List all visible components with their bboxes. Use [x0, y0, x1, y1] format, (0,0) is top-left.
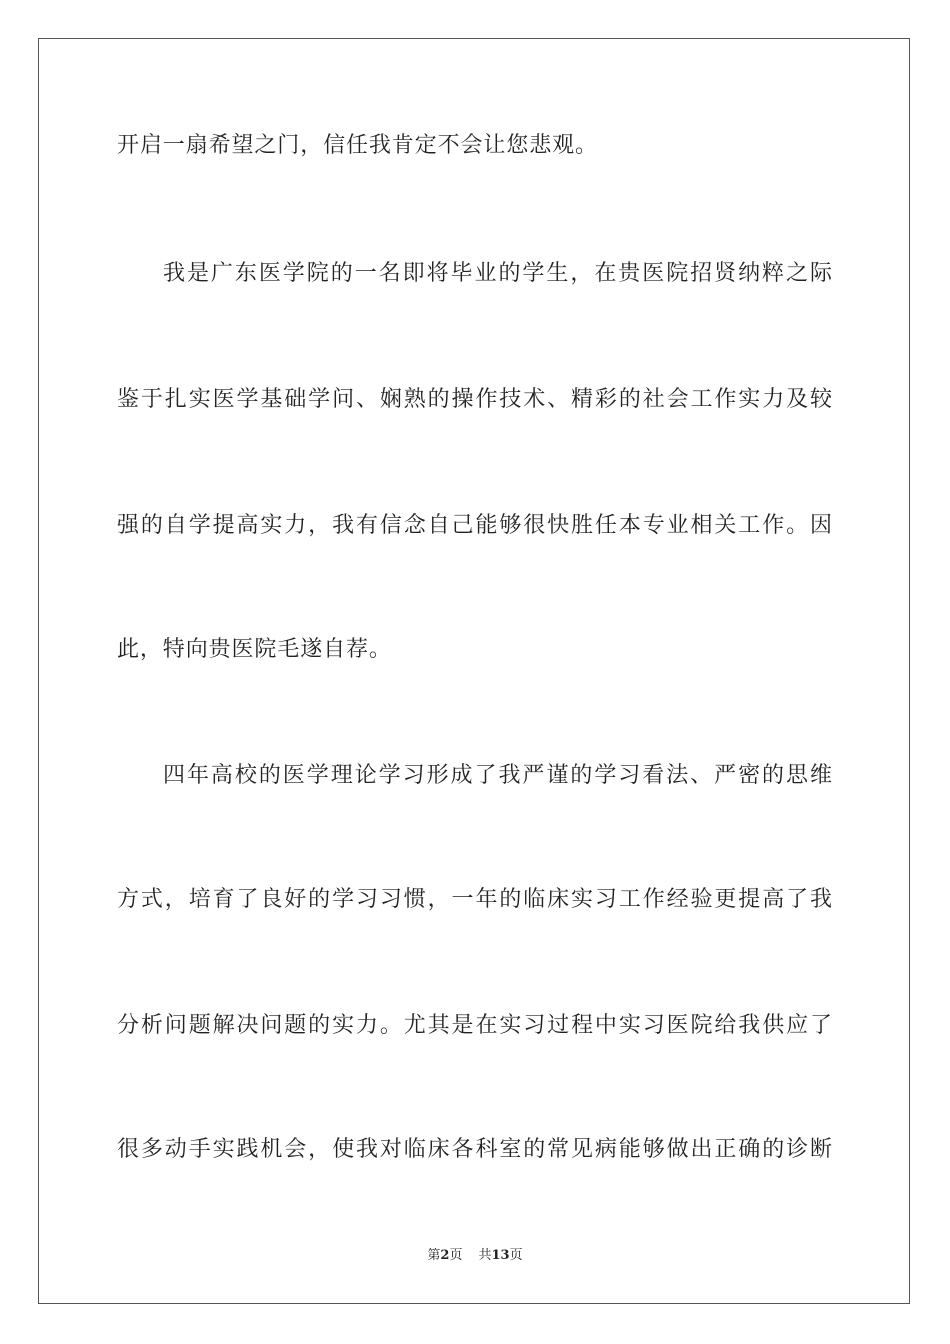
text-line: 强的自学提高实力，我有信念自己能够很快胜任本专业相关工作。因	[117, 513, 832, 538]
text-line: 方式，培育了良好的学习习惯，一年的临床实习工作经验更提高了我	[117, 887, 832, 912]
text-line: 我是广东医学院的一名即将毕业的学生，在贵医院招贤纳粹之际	[163, 261, 832, 286]
total-pages: 13	[491, 1248, 510, 1263]
page-footer	[0, 1244, 950, 1263]
total-suffix: 页	[509, 1248, 523, 1263]
total-prefix: 共	[478, 1248, 492, 1263]
text-line: 此，特向贵医院毛遂自荐。	[117, 637, 392, 662]
text-line: 开启一扇希望之门，信任我肯定不会让您悲观。	[117, 133, 598, 158]
page-number: 2	[440, 1248, 450, 1263]
text-line: 很多动手实践机会，使我对临床各科室的常见病能够做出正确的诊断	[117, 1137, 832, 1162]
text-line: 四年高校的医学理论学习形成了我严谨的学习看法、严密的思维	[163, 763, 832, 788]
text-line: 分析问题解决问题的实力。尤其是在实习过程中实习医院给我供应了	[117, 1013, 832, 1038]
page-prefix: 第	[427, 1248, 441, 1263]
page-border	[38, 38, 910, 1304]
page-suffix: 页	[449, 1248, 463, 1263]
text-line: 鉴于扎实医学基础学问、娴熟的操作技术、精彩的社会工作实力及较	[117, 387, 832, 412]
